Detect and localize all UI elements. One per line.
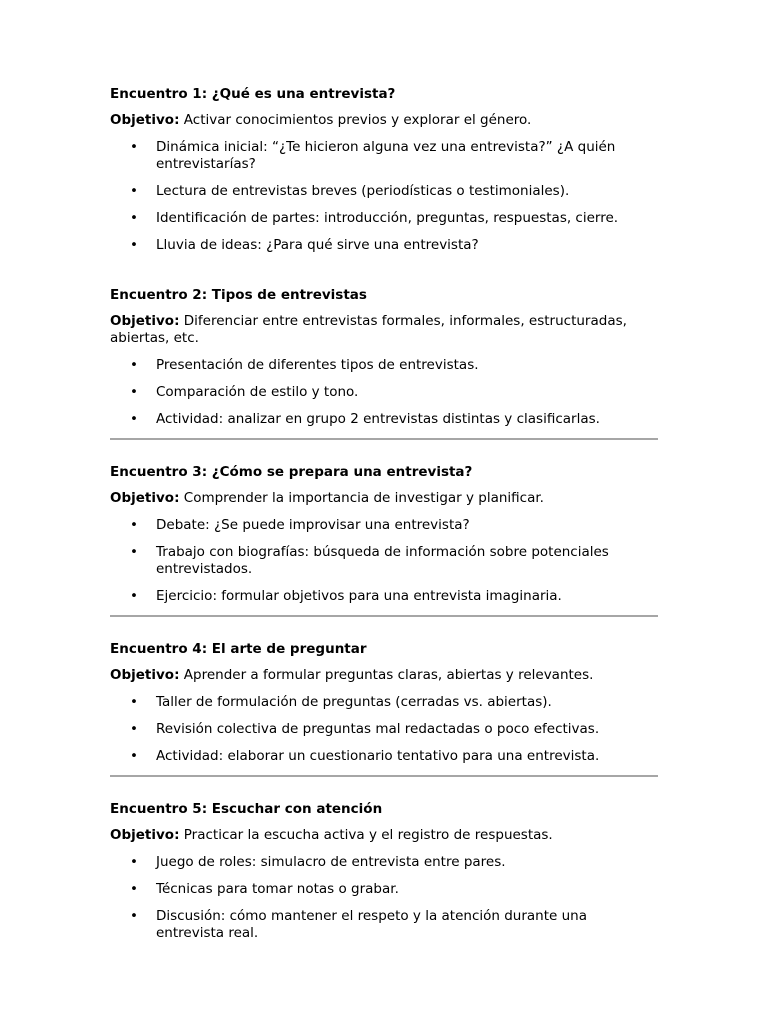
list-item-text: Dinámica inicial: “¿Te hicieron alguna vez una entrevista?” ¿A quién entrevistarías?	[156, 139, 616, 172]
section-objective	[110, 827, 658, 844]
list-item	[110, 908, 658, 942]
section-divider	[110, 438, 658, 440]
list-item	[110, 881, 658, 898]
list-item-text: Revisión colectiva de preguntas mal redactadas o poco efectivas.	[156, 721, 600, 737]
section-title: Encuentro 3: ¿Cómo se prepara una entrevista?	[110, 464, 473, 480]
section-divider	[110, 775, 658, 777]
list-item-text: Ejercicio: formular objetivos para una entrevista imaginaria.	[156, 588, 562, 604]
list-item-text: Identificación de partes: introducción, preguntas, respuestas, cierre.	[156, 210, 619, 226]
list-item-text: Actividad: analizar en grupo 2 entrevistas distintas y clasificarlas.	[156, 411, 600, 427]
bullet-icon: •	[130, 517, 138, 533]
objective-text: Comprender la importancia de investigar y planificar.	[179, 490, 544, 506]
bullet-icon: •	[130, 544, 138, 560]
encuentro-3-section	[110, 464, 658, 605]
list-item-text: Trabajo con biografías: búsqueda de información sobre potenciales entrevistados.	[156, 544, 609, 577]
list-item-text: Taller de formulación de preguntas (cerradas vs. abiertas).	[156, 694, 552, 710]
activity-list	[110, 139, 658, 254]
list-item-text: Lectura de entrevistas breves (periodísticas o testimoniales).	[156, 183, 570, 199]
section-title: Encuentro 1: ¿Qué es una entrevista?	[110, 86, 396, 102]
activity-list	[110, 694, 658, 765]
objective-label: Objetivo:	[110, 667, 180, 683]
section-objective	[110, 313, 658, 347]
list-item-text: Técnicas para tomar notas o grabar.	[156, 881, 399, 897]
activity-list	[110, 357, 658, 428]
list-item	[110, 237, 658, 254]
list-item-text: Actividad: elaborar un cuestionario tentativo para una entrevista.	[156, 748, 600, 764]
list-item-text: Debate: ¿Se puede improvisar una entrevista?	[156, 517, 470, 533]
encuentro-2-section	[110, 287, 658, 428]
list-item-text: Presentación de diferentes tipos de entrevistas.	[156, 357, 479, 373]
objective-text: Diferenciar entre entrevistas formales, informales, estructuradas, abiertas, etc.	[110, 313, 627, 346]
section-objective	[110, 490, 658, 507]
bullet-icon: •	[130, 881, 138, 897]
objective-text: Activar conocimientos previos y explorar el género.	[179, 112, 532, 128]
bullet-icon: •	[130, 210, 138, 226]
bullet-icon: •	[130, 721, 138, 737]
section-objective	[110, 667, 658, 684]
objective-label: Objetivo:	[110, 313, 180, 329]
bullet-icon: •	[130, 908, 138, 924]
list-item	[110, 357, 658, 374]
bullet-icon: •	[130, 237, 138, 253]
objective-text: Practicar la escucha activa y el registro de respuestas.	[179, 827, 553, 843]
list-item	[110, 748, 658, 765]
activity-list	[110, 517, 658, 605]
bullet-icon: •	[130, 183, 138, 199]
list-item	[110, 210, 658, 227]
list-item	[110, 411, 658, 428]
section-objective	[110, 112, 658, 129]
activity-list	[110, 854, 658, 942]
list-item-text: Discusión: cómo mantener el respeto y la atención durante una entrevista real.	[156, 908, 588, 941]
bullet-icon: •	[130, 411, 138, 427]
bullet-icon: •	[130, 139, 138, 155]
list-item-text: Lluvia de ideas: ¿Para qué sirve una entrevista?	[156, 237, 479, 253]
bullet-icon: •	[130, 854, 138, 870]
list-item	[110, 588, 658, 605]
objective-label: Objetivo:	[110, 827, 180, 843]
objective-text: Aprender a formular preguntas claras, abiertas y relevantes.	[179, 667, 594, 683]
bullet-icon: •	[130, 588, 138, 604]
list-item	[110, 694, 658, 711]
list-item	[110, 517, 658, 534]
section-title: Encuentro 4: El arte de preguntar	[110, 641, 367, 657]
list-item	[110, 721, 658, 738]
bullet-icon: •	[130, 694, 138, 710]
objective-label: Objetivo:	[110, 112, 180, 128]
list-item	[110, 139, 658, 173]
list-item	[110, 854, 658, 871]
bullet-icon: •	[130, 748, 138, 764]
section-divider	[110, 615, 658, 617]
bullet-icon: •	[130, 384, 138, 400]
list-item	[110, 544, 658, 578]
section-title: Encuentro 2: Tipos de entrevistas	[110, 287, 367, 303]
list-item-text: Comparación de estilo y tono.	[156, 384, 359, 400]
objective-label: Objetivo:	[110, 490, 180, 506]
encuentro-4-section	[110, 641, 658, 765]
section-title: Encuentro 5: Escuchar con atención	[110, 801, 383, 817]
list-item	[110, 384, 658, 401]
bullet-icon: •	[130, 357, 138, 373]
list-item-text: Juego de roles: simulacro de entrevista entre pares.	[156, 854, 506, 870]
encuentro-1-section	[110, 86, 658, 254]
list-item	[110, 183, 658, 200]
encuentro-5-section	[110, 801, 658, 942]
